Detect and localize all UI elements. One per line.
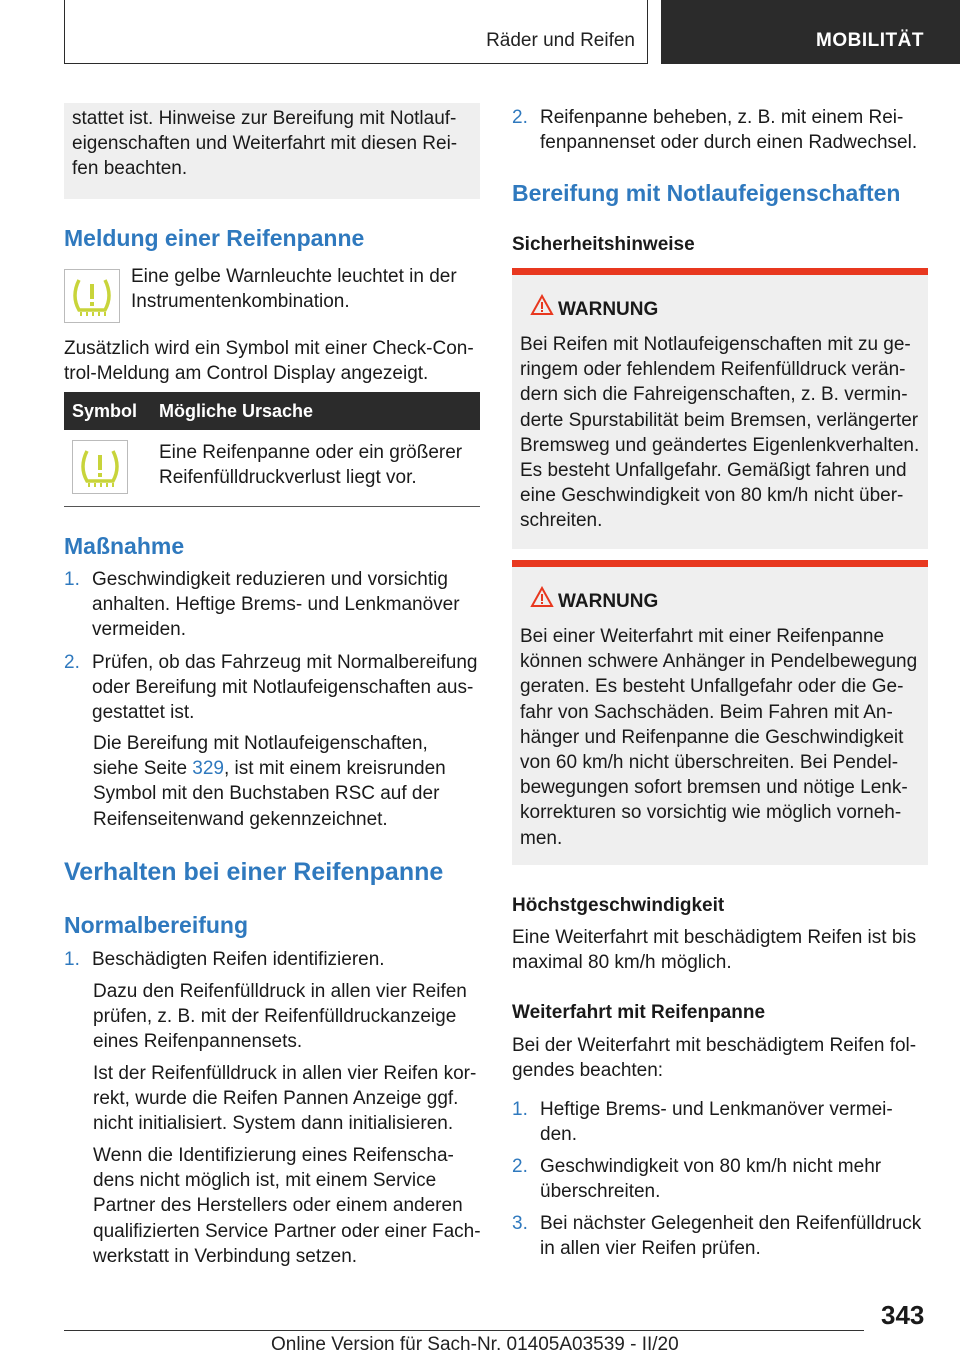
text-span: siehe Seite [93, 758, 193, 780]
zusatz-text [64, 336, 474, 386]
list-number: 1. [64, 569, 80, 590]
list-item [512, 1154, 882, 1203]
heading-hoechstgeschwindigkeit: Höchstgeschwindigkeit [512, 895, 725, 916]
text-line: Ist der Reifenfülldruck in allen vier Reifen kor- [93, 1063, 477, 1084]
normal-para [93, 979, 467, 1055]
text-line: Partner des Herstellers oder einem anderen [93, 1195, 463, 1217]
list-item [512, 105, 918, 154]
text-line: Reifenfülldruckverlust liegt vor. [159, 467, 417, 489]
text-line: oder Bereifung mit Notlaufeigenschaften aus- [92, 677, 474, 699]
tire-pressure-warning-icon [72, 440, 128, 494]
text-line: können schwere Anhänger in Pendelbewegung [520, 651, 918, 673]
list-number: 1. [512, 1099, 528, 1120]
text-line: bewegungen sofort bremsen und nötige Lenk- [520, 777, 908, 799]
heading-notlauf: Bereifung mit Notlaufeigenschaften [512, 180, 901, 206]
text-line: Bei einer Weiterfahrt mit einer Reifenpanne [520, 626, 885, 647]
warning-text [520, 325, 920, 534]
list-number: 1. [64, 949, 80, 970]
hoechst-text [512, 925, 916, 975]
text-line: Eine Weiterfahrt mit beschädigtem Reifen ist bis [512, 927, 917, 948]
text-line: dens nicht möglich ist, mit einem Service [93, 1170, 437, 1192]
text-line: fenpannenset oder durch einen Radwechsel. [540, 132, 918, 154]
text-line: Reifenseitenwand gekennzeichnet. [93, 808, 388, 830]
note-line: stattet ist. Hinweise zur Bereifung mit Notlauf- [72, 108, 457, 129]
table-col-cause: Mögliche Ursache [159, 401, 314, 421]
text-line: Dazu den Reifenfülldruck in allen vier Reifen [93, 981, 467, 1002]
warning-triangle-icon [530, 294, 554, 316]
warning-title: WARNUNG [558, 299, 659, 320]
heading-normalbereifung: Normalbereifung [64, 912, 249, 938]
text-line: werkstatt in Verbindung setzen. [93, 1245, 358, 1267]
text-line: Die Bereifung mit Notlaufeigenschaften, [93, 733, 428, 754]
text-line: Eine gelbe Warnleuchte leuchtet in der [131, 266, 457, 287]
text-line: Instrumentenkombination. [131, 291, 350, 313]
warning-text [520, 617, 920, 851]
heading-meldung: Meldung einer Reifenpanne [64, 225, 365, 251]
text-line: eines Reifenpannensets. [93, 1031, 303, 1053]
page-number: 343 [881, 1300, 925, 1330]
note-box [64, 103, 480, 199]
text-line: nicht initialisiert. System dann initialisieren. [93, 1113, 454, 1135]
text-line: Eine Reifenpanne oder ein größerer [159, 442, 463, 463]
text-line: Bei der Weiterfahrt mit beschädigtem Reifen fol- [512, 1035, 917, 1056]
note-line: eigenschaften und Weiterfahrt mit diesen Rei- [72, 133, 458, 155]
page-link[interactable]: 329 [192, 758, 224, 780]
text-line: eine Geschwindigkeit von 80 km/h nicht über- [520, 485, 904, 507]
table-divider [64, 506, 480, 507]
table-row-cause [159, 440, 462, 490]
warnlight-text [131, 264, 457, 314]
text-line: den. [540, 1124, 577, 1146]
text-line: Beschädigten Reifen identifizieren. [92, 949, 385, 970]
list-number: 2. [512, 107, 528, 128]
text-line: Symbol mit den Buchstaben RSC auf der [93, 783, 440, 805]
text-line: Prüfen, ob das Fahrzeug mit Normalbereifung [92, 652, 478, 673]
text-line: qualifizierten Service Partner oder einer Fach- [93, 1220, 481, 1242]
heading-massnahme: Maßnahme [64, 533, 185, 559]
text-line: gendes beachten: [512, 1060, 664, 1082]
heading-weiterfahrt: Weiterfahrt mit Reifenpanne [512, 1002, 766, 1023]
heading-sicherheitshinweise: Sicherheitshinweise [512, 234, 695, 255]
text-line: Geschwindigkeit reduzieren und vorsichtig [92, 569, 448, 590]
text-line: Geschwindigkeit von 80 km/h nicht mehr [540, 1156, 882, 1177]
text-line: trol-Meldung am Control Display angezeigt. [64, 363, 429, 385]
tire-pressure-warning-icon [64, 269, 120, 323]
text-line: vermeiden. [92, 619, 186, 641]
text-line: Heftige Brems- und Lenkmanöver vermei- [540, 1099, 893, 1120]
list-item [64, 650, 478, 724]
text-line: Es besteht Unfallgefahr. Gemäßigt fahren und [520, 460, 907, 482]
text-line: hänger und Reifenpanne die Geschwindigkeit [520, 726, 904, 748]
text-line: korrekturen so vorsichtig wie möglich vorneh- [520, 802, 902, 824]
text-line: Bremsweg und geändertes Eigenlenkverhalten. [520, 434, 920, 456]
normal-para [93, 1061, 476, 1137]
table-col-symbol: Symbol [72, 401, 138, 421]
note-line: fen beachten. [72, 158, 188, 180]
warning-box [512, 268, 928, 549]
table-header [64, 392, 480, 430]
text-line: Reifenpanne beheben, z. B. mit einem Rei- [540, 107, 904, 128]
footer-text: Online Version für Sach-Nr. 01405A03539 - II/20 [271, 1334, 679, 1355]
text-line: men. [520, 827, 563, 849]
text-line: anhalten. Heftige Brems- und Lenkmanöver [92, 594, 460, 616]
text-line: geraten. Es besteht Unfallgefahr oder die Ge- [520, 676, 904, 698]
text-line [93, 756, 446, 781]
text-line: fahr von Sachschäden. Beim Fahren mit An- [520, 701, 893, 723]
text-line: schreiten. [520, 510, 603, 532]
text-line: rekt, wurde die Reifen Pannen Anzeige ggf. [93, 1088, 459, 1110]
text-line: ringem oder fehlendem Reifenfülldruck verän- [520, 359, 906, 381]
footer-divider [64, 1330, 864, 1331]
normal-para [93, 1143, 481, 1269]
text-line: von 60 km/h nicht überschreiten. Bei Pendel- [520, 752, 899, 774]
text-line: überschreiten. [540, 1181, 661, 1203]
text-line: gestattet ist. [92, 702, 195, 724]
text-line: Bei Reifen mit Notlaufeigenschaften mit zu ge- [520, 334, 911, 355]
text-line: Zusätzlich wird ein Symbol mit einer Check-Con- [64, 338, 474, 359]
massnahme-extra [93, 731, 446, 832]
text-line: dern sich die Fahreigenschaften, z. B. vermin- [520, 384, 908, 406]
list-item [64, 567, 460, 641]
header-chapter-title: Räder und Reifen [486, 30, 635, 51]
list-number: 2. [512, 1156, 528, 1177]
heading-verhalten: Verhalten bei einer Reifenpanne [64, 858, 444, 886]
list-item [512, 1211, 922, 1260]
text-line: in allen vier Reifen prüfen. [540, 1238, 761, 1260]
list-item [64, 947, 385, 972]
list-number: 2. [64, 652, 80, 673]
warning-title: WARNUNG [558, 591, 659, 612]
text-line: Bei nächster Gelegenheit den Reifenfülldruck [540, 1213, 922, 1234]
text-line: derte Spurstabilität beim Bremsen, verlängerter [520, 409, 919, 431]
warning-triangle-icon [530, 586, 554, 608]
text-span: , ist mit einem kreisrunden [224, 758, 446, 780]
list-item [512, 1097, 893, 1146]
warning-box [512, 560, 928, 865]
header-section-tab: MOBILITÄT [661, 0, 960, 64]
list-number: 3. [512, 1213, 528, 1234]
text-line: prüfen, z. B. mit der Reifenfülldruckanzeige [93, 1006, 457, 1028]
text-line: maximal 80 km/h möglich. [512, 952, 732, 974]
text-line: Wenn die Identifizierung eines Reifenscha- [93, 1145, 454, 1166]
weiter-text [512, 1033, 916, 1083]
